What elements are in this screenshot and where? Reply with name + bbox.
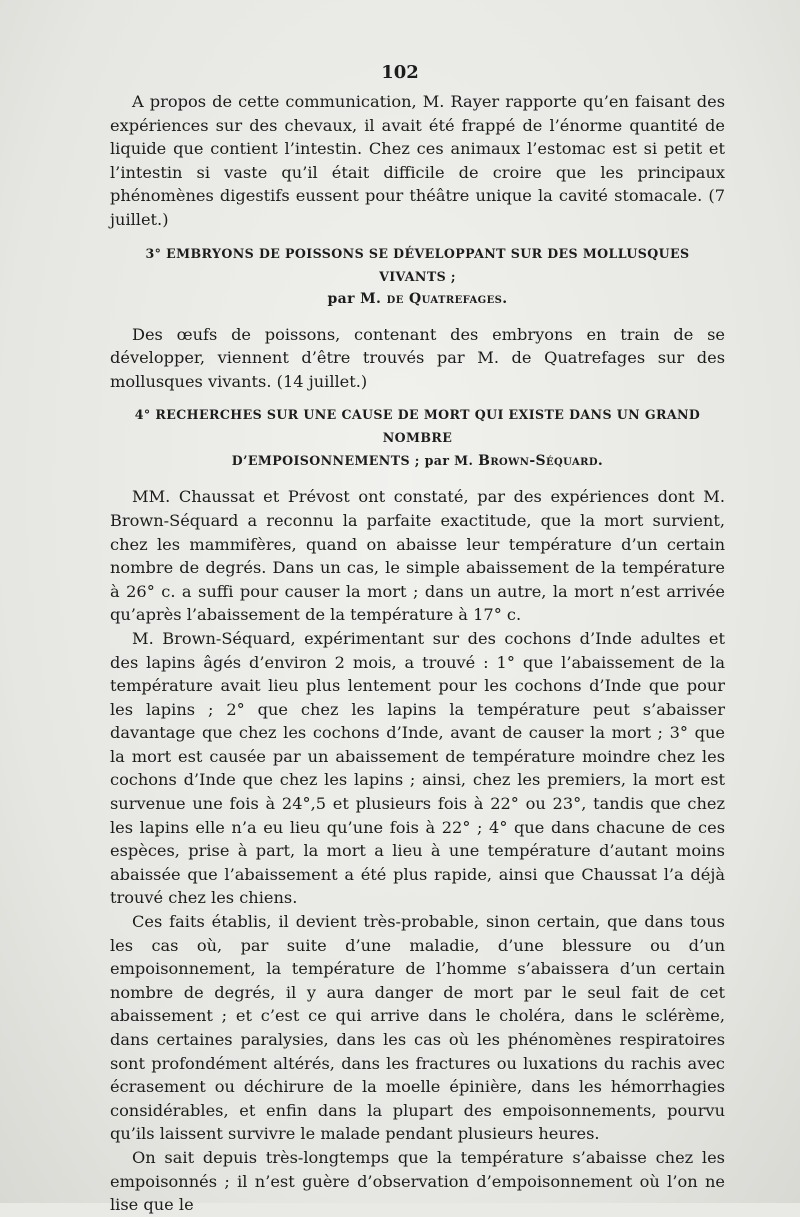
heading-title: 4° RECHERCHES SUR UNE CAUSE DE MORT QUI EXISTE DANS UN GRAND NOMBRE	[134, 407, 701, 446]
section-heading-embryons	[110, 242, 725, 311]
heading-author: par M. de Quatrefages.	[327, 290, 508, 307]
heading-title: 3° EMBRYONS DE POISSONS SE DÉVELOPPANT SUR DES MOLLUSQUES VIVANTS ;	[145, 245, 690, 284]
author-name: de Quatrefages.	[386, 290, 508, 307]
heading-author: D’EMPOISONNEMENTS ; par M. Brown-Séquard.	[231, 453, 604, 470]
quatrefages-paragraph: Des œufs de poissons, contenant des embryons en train de se développer, viennent d’être trouvés par M. de Quatrefages sur des mollusques vivants. (14 juillet.)	[110, 324, 725, 391]
page-number: 102	[381, 62, 419, 83]
page-content	[110, 90, 725, 1217]
author-name: Brown-Séquard.	[478, 453, 604, 470]
final-paragraph: On sait depuis très-longtemps que la température s’abaisse chez les empoisonnés ; il n’est guère d’observation d’empoisonnement où l’on ne lise que le	[110, 1147, 725, 1215]
brown-sequard-paragraph: M. Brown-Séquard, expérimentant sur des cochons d’Inde adultes et des lapins âgés d’environ 2 mois, a trouvé : 1° que l’abaissement de la température avait lieu plus lentement pour les cochons d’Inde que pour les lapins ; 2° que chez les lapins la température peut s’abaisser davantage que chez les cochons d’Inde, avant de causer la mort ; 3° que la mort est causée par un abaissement de température moindre chez les cochons d’Inde que chez les lapins ; ainsi, chez les premiers, la mort est survenue une fois à 24°,5 et plusieurs fois à 22° ou 23°, tandis que chez les lapins elle n’a eu lieu qu’une fois à 22° ; 4° que dans chacune de ces espèces, prise à part, la mort a lieu à une température d’autant moins abaissée que l’abaissement a été plus rapide, ainsi que Chaussat l’a déjà trouvé chez les chiens.	[110, 628, 725, 908]
chaussat-paragraph: MM. Chaussat et Prévost ont constaté, par des expériences dont M. Brown-Séquard a reconnu la parfaite exactitude, que la mort survient, chez les mammifères, quand on abaisse leur température d’un certain nombre de degrés. Dans un cas, le simple abaissement de la température à 26° c. a suffi pour causer la mort ; dans un autre, la mort n’est arrivée qu’après l’abaissement de la température à 17° c.	[110, 487, 725, 625]
conclusion-paragraph: Ces faits établis, il devient très-probable, sinon certain, que dans tous les cas où, par suite d’une maladie, d’une blessure ou d’un empoisonnement, la température de l’homme s’abaissera d’un certain nombre de degrés, il y aura danger de mort par le seul fait de cet abaissement ; et c’est ce qui arrive dans le choléra, dans le sclérème, dans certaines paralysies, dans les cas où les phénomènes respiratoires sont profondément altérés, dans les fractures ou luxations du rachis avec écrasement ou déchirure de la moelle épinière, dans les hémorrhagies considérables, et enfin dans la plupart des empoisonnements, pourvu qu’ils laissent survivre le malade pendant plusieurs heures.	[110, 912, 725, 1144]
section-heading-recherches	[110, 403, 725, 473]
rayer-paragraph: A propos de cette communication, M. Rayer rapporte qu’en faisant des expériences sur des chevaux, il avait été frappé de l’énorme quantité de liquide que contient l’intestin. Chez ces animaux l’estomac est si petit et l’intestin si vaste qu’il était difficile de croire que les principaux phénomènes digestifs eussent pour théâtre unique la cavité stomacale. (7 juillet.)	[110, 92, 725, 229]
